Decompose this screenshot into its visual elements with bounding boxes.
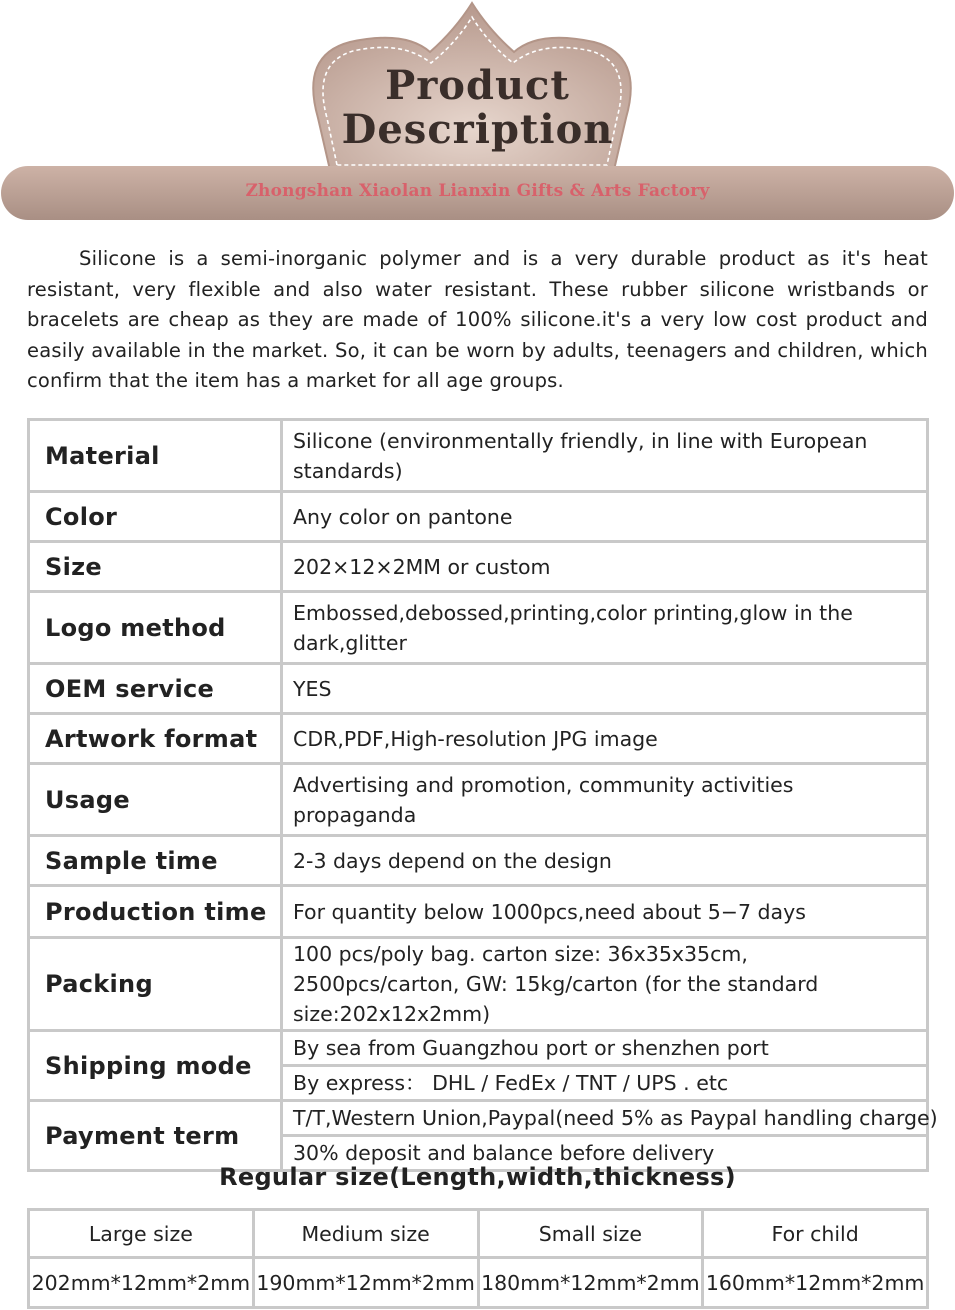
spec-value: 100 pcs/poly bag. carton size: 36x35x35cm, 2500pcs/carton, GW: 15kg/carton (for the standard size:202x12x2mm) [282,938,928,1031]
spec-value: T/T,Western Union,Paypal(need 5% as Paypal handling charge) [282,1101,928,1136]
spec-label: Shipping mode [29,1031,282,1101]
size-header: Large size [29,1210,254,1258]
spec-value: YES [282,664,928,714]
spec-row-sample [29,836,928,886]
sizes-header-row [29,1210,928,1258]
spec-value: For quantity below 1000pcs,need about 5−7 days [282,886,928,938]
spec-value: Advertising and promotion, community activities propaganda [282,764,928,836]
spec-label: Usage [29,764,282,836]
spec-row-size [29,542,928,592]
spec-label: Size [29,542,282,592]
banner-title-line2: Description [341,106,614,153]
spec-row-production [29,886,928,938]
spec-value: Any color on pantone [282,492,928,542]
size-value: 190mm*12mm*2mm [253,1258,478,1308]
spec-label: Payment term [29,1101,282,1171]
spec-row-oem [29,664,928,714]
spec-label: Packing [29,938,282,1031]
sizes-title: Regular size(Length,width,thickness) [219,1163,736,1191]
sizes-table [27,1208,929,1309]
spec-row-material [29,420,928,492]
spec-row-artwork [29,714,928,764]
spec-label: Color [29,492,282,542]
spec-value: 30% deposit and balance before delivery [282,1136,928,1171]
spec-label: Production time [29,886,282,938]
size-value: 160mm*12mm*2mm [703,1258,928,1308]
spec-row-usage [29,764,928,836]
size-header: Medium size [253,1210,478,1258]
intro-paragraph: Silicone is a semi-inorganic polymer and is a very durable product as it's heat resistant, very flexible and also water resistant. These rubber silicone wristbands or bracelets are cheap as they are made of 100% silicone.it's a very low cost product and easily available in the market. So, it can be worn by adults, teenagers and children, which confirm that the item has a market for all age groups. [27,247,928,393]
spec-row-packing [29,938,928,1031]
sizes-value-row [29,1258,928,1308]
spec-table [27,418,938,1172]
spec-value: CDR,PDF,High-resolution JPG image [282,714,928,764]
factory-name: Zhongshan Xiaolan Lianxin Gifts & Arts Factory [245,181,710,201]
banner-title-line1: Product [385,62,570,109]
size-header: Small size [478,1210,703,1258]
spec-label: Sample time [29,836,282,886]
spec-value: By sea from Guangzhou port or shenzhen port [282,1031,928,1066]
size-header: For child [703,1210,928,1258]
spec-value: Silicone (environmentally friendly, in line with European standards) [282,420,928,492]
spec-label: Artwork format [29,714,282,764]
spec-value: 2-3 days depend on the design [282,836,928,886]
spec-label: Material [29,420,282,492]
header-banner [0,0,955,225]
spec-row-shipping-1 [29,1031,928,1066]
spec-row-payment-1 [29,1101,928,1136]
spec-row-color [29,492,928,542]
spec-value: By express： DHL / FedEx / TNT / UPS . etc [282,1066,928,1101]
spec-label: Logo method [29,592,282,664]
spec-label: OEM service [29,664,282,714]
spec-value: Embossed,debossed,printing,color printing,glow in the dark,glitter [282,592,928,664]
size-value: 202mm*12mm*2mm [29,1258,254,1308]
size-value: 180mm*12mm*2mm [478,1258,703,1308]
spec-row-logo [29,592,928,664]
spec-value: 202×12×2MM or custom [282,542,928,592]
